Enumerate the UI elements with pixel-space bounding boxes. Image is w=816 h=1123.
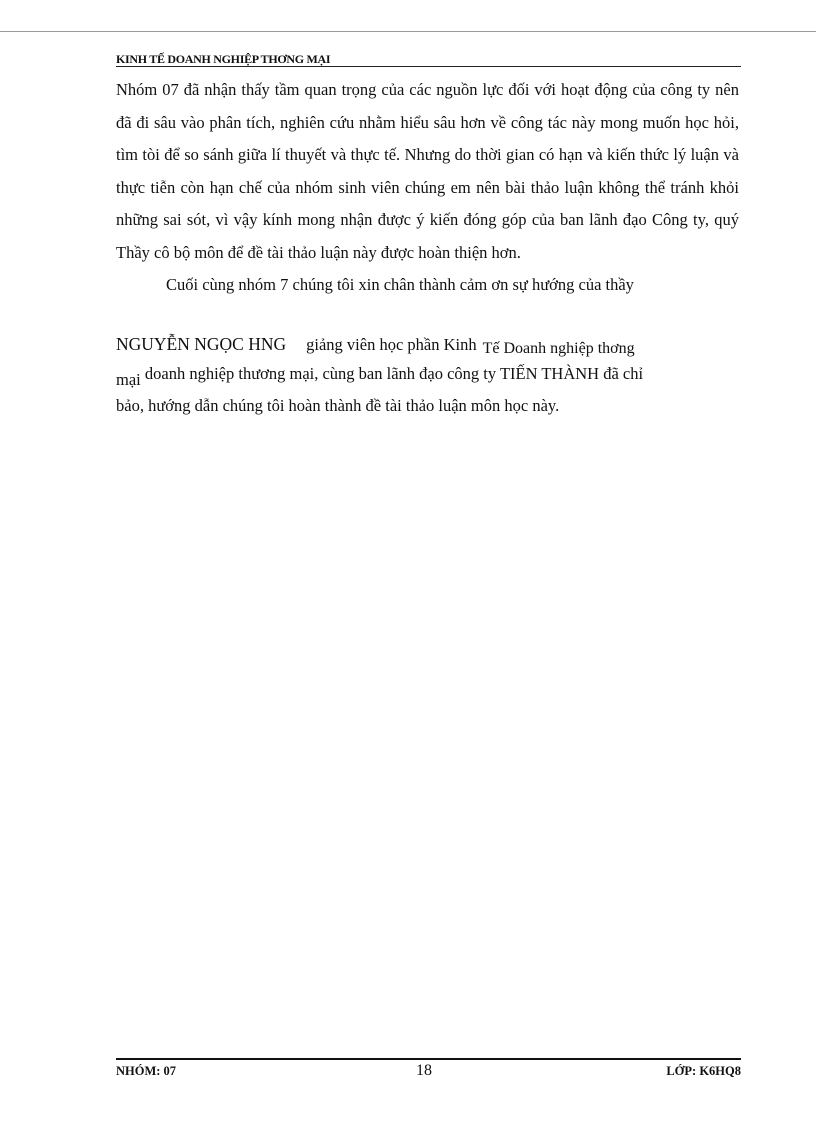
paragraph-2-line-1: Cuối cùng nhóm 7 chúng tôi xin chân thành cảm ơn sự hướng của thầy [166,275,634,294]
teacher-line [116,334,741,355]
document-body [116,74,739,302]
footer-group: NHÓM: 07 [116,1064,177,1077]
paragraph-1: Nhóm 07 đã nhận thấy tầm quan trọng của các nguồn lực đối với hoạt động của công ty nên đã đi sâu vào phân tích, nghiên cứu nhằm hiểu sâu hơn về công tác này mong muốn học hỏi, tìm tòi để so sánh giữa lí thuyết và thực tế. Nhưng do thời gian có hạn và kiến thức lý luận và thực tiễn còn hạn chế của nhóm sinh viên chúng em nên bài thảo luận không thể tránh khỏi những sai sót, vì vậy kính mong nhận được ý kiến đóng góp của ban lãnh đạo Công ty, quý Thầy cô bộ môn để đề tài thảo luận này được hoàn thiện hơn. [116,80,739,262]
teacher-name: NGUYỄN NGỌC HNG [116,334,287,354]
segment-mai: mại [116,370,141,389]
footer-rule [116,1058,741,1060]
company-line [116,364,741,389]
closing-line: bảo, hướng dẫn chúng tôi hoàn thành đề tài thảo luận môn học này. [116,396,560,415]
page-header: KINH TẾ DOANH NGHIỆP THƠNG MẠI [116,52,741,67]
footer-class: LỚP: K6HQ8 [666,1064,741,1077]
segment-subject: Tế Doanh nghiệp thơng [482,340,635,357]
top-rule [0,31,816,32]
page-number: 18 [416,1063,432,1077]
segment-lecturer: giảng viên học phần Kinh [306,335,477,354]
page-footer [116,1063,741,1077]
segment-company: doanh nghiệp thương mại, cùng ban lãnh đạo công ty TIẾN THÀNH đã chỉ [144,364,644,383]
